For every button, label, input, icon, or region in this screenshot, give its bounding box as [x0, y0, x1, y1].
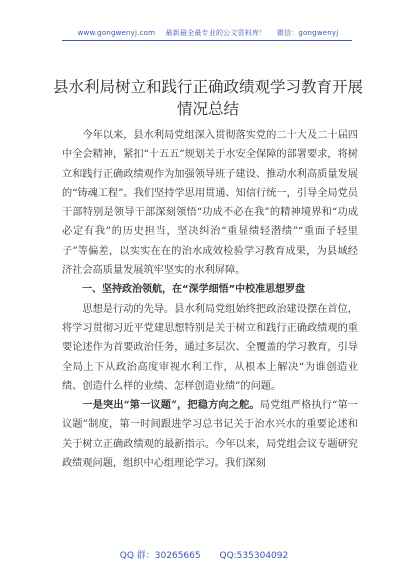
qq-number: QQ:535304092	[219, 551, 289, 561]
section-paragraph: 思想是行动的先导。县水利局党组始终把政治建设摆在首位，将学习贯彻习近平党建思想特别是关于树立和践行正确政绩观的重要论述作为首要政治任务，通过多层次、全覆盖的学习教育，引导全局上下从政治高度审视水利工作，从根本上解决“为谁创造业绩、创造什么样的业绩、怎样创造业绩”的问题。	[62, 303, 358, 392]
document-body	[62, 126, 358, 473]
point-paragraph	[62, 396, 358, 473]
qq-group: QQ 群：30265665	[119, 551, 201, 561]
header-bar	[58, 28, 358, 38]
header-divider	[62, 40, 352, 41]
footer-bar	[0, 548, 408, 561]
intro-paragraph: 今年以来，县水利局党组深入贯彻落实党的二十大及二十届四中全会精神，紧扣“十五五”规划关于水安全保障的部署要求，将树立和践行正确政绩观作为加强领导班子建设、推动水利高质量发展的“铸魂工程”。我们坚持学思用贯通、知信行统一，引导全局党员干部特别是领导干部深刻领悟“功成不必在我”的精神境界和“功成必定有我”的历史担当，坚决纠治“重显绩轻潜绩”“重面子轻里子”等偏差，以实实在在的治水成效检验学习教育成果，为县域经济社会高质量发展筑牢坚实的水利屏障。	[62, 130, 358, 277]
wechat-id: 微信：gongwenyj	[276, 29, 339, 37]
site-url: www.gongwenyj.com	[77, 29, 156, 37]
document-title: 县水利局树立和践行正确政绩观学习教育开展情况总结	[52, 78, 363, 118]
point-text: 局党组严格执行“第一议题”制度，第一时间跟进学习总书记关于治水兴水的重要论述和关于树立正确政绩观的最新指示。今年以来，局党组会议专题研究政绩观问题，组织中心组理论学习。我们深刻	[62, 400, 358, 470]
point-bold-lead: 一是突出“第一议题”，把稳方向之舵。	[82, 399, 260, 412]
header-slogan: 最新最全最专业的公文资料库！	[165, 29, 267, 37]
section-heading: 一、坚持政治领航，在“深学细悟”中校准思想罗盘	[82, 284, 306, 296]
